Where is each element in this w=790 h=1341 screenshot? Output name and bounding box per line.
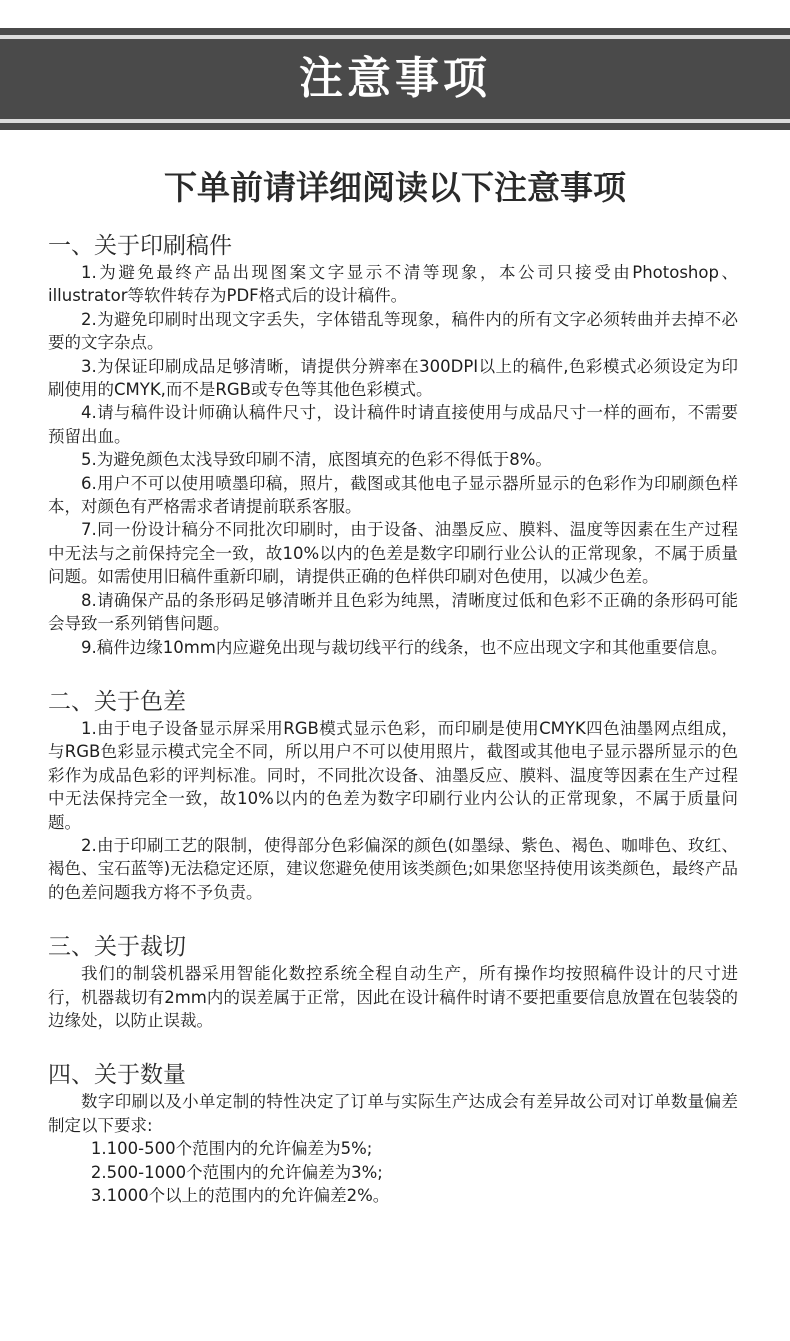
header-banner xyxy=(0,28,790,130)
section-paragraph: 4.请与稿件设计师确认稿件尺寸，设计稿件时请直接使用与成品尺寸一样的画布，不需要预留出血。 xyxy=(48,403,738,446)
section-color-difference xyxy=(48,688,738,904)
section-paragraph: 8.请确保产品的条形码足够清晰并且色彩为纯黑，清晰度过低和色彩不正确的条形码可能会导致一系列销售问题。 xyxy=(48,590,738,634)
section-paragraph: 1.为避免最终产品出现图案文字显示不清等现象，本公司只接受由Photoshop、 illustrator等软件转存为PDF格式后的设计稿件。 xyxy=(48,263,738,306)
section-paragraph: 2.为避免印刷时出现文字丢失，字体错乱等现象，稿件内的所有文字必须转曲并去掉不必要的文字杂点。 xyxy=(48,309,738,353)
notice-content xyxy=(48,232,738,1207)
page-subtitle: 下单前请详细阅读以下注意事项 xyxy=(164,168,626,207)
section-paragraph: 5.为避免颜色太浅导致印刷不清，底图填充的色彩不得低于8%。 xyxy=(81,450,552,470)
list-item: 2.500-1000个范围内的允许偏差为3%; xyxy=(90,1162,383,1182)
banner-title: 注意事项 xyxy=(299,53,491,104)
section-paragraph: 数字印刷以及小单定制的特性决定了订单与实际生产达成会有差异故公司对订单数量偏差制定以下要求: xyxy=(48,1092,738,1135)
section-paragraph: 3.为保证印刷成品足够清晰，请提供分辨率在300DPI以上的稿件,色彩模式必须设定为印刷使用的CMYK,而不是RGB或专色等其他色彩模式。 xyxy=(48,356,738,400)
list-item: 1.100-500个范围内的允许偏差为5%; xyxy=(90,1139,373,1159)
section-paragraph: 7.同一份设计稿分不同批次印刷时，由于设备、油墨反应、膜料、温度等因素在生产过程中无法与之前保持完全一致，故10%以内的色差是数字印刷行业公认的正常现象，不属于质量问题。如需使用旧稿件重新印刷，请提供正确的色样供印刷对色使用，以减少色差。 xyxy=(48,520,738,587)
banner-bottom-rule xyxy=(0,119,790,123)
section-heading: 四、关于数量 xyxy=(48,1062,186,1089)
section-paragraph: 我们的制袋机器采用智能化数控系统全程自动生产，所有操作均按照稿件设计的尺寸进行，机器裁切有2mm内的误差属于正常，因此在设计稿件时请不要把重要信息放置在包装袋的边缘处，以防止误裁。 xyxy=(48,964,738,1030)
section-cutting xyxy=(48,933,738,1032)
section-heading: 一、关于印刷稿件 xyxy=(48,233,232,259)
list-item: 3.1000个以上的范围内的允许偏差2%。 xyxy=(90,1186,390,1205)
section-paragraph: 6.用户不可以使用喷墨印稿，照片，截图或其他电子显示器所显示的色彩作为印刷颜色样本，对颜色有严格需求者请提前联系客服。 xyxy=(48,473,738,517)
section-paragraph: 1.由于电子设备显示屏采用RGB模式显示色彩，而印刷是使用CMYK四色油墨网点组成，与RGB色彩显示模式完全不同，所以用户不可以使用照片，截图或其他电子显示器所显示的色彩作为成品色彩的评判标准。同时，不同批次设备、油墨反应、膜料、温度等因素在生产过程中无法保持完全一致，故10%以内的色差为数字印刷行业内公认的正常现象，不属于质量问题。 xyxy=(48,718,738,832)
section-paragraph: 9.稿件边缘10mm内应避免出现与裁切线平行的线条，也不应出现文字和其他重要信息。 xyxy=(81,637,728,657)
section-heading: 二、关于色差 xyxy=(48,688,186,715)
section-paragraph: 2.由于印刷工艺的限制，使得部分色彩偏深的颜色(如墨绿、紫色、褐色、咖啡色、玫红、褐色、宝石蓝等)无法稳定还原，建议您避免使用该类颜色;如果您坚持使用该类颜色，最终产品的色差问题我方将不予负责。 xyxy=(48,835,738,902)
section-heading: 三、关于裁切 xyxy=(48,934,186,961)
section-quantity xyxy=(48,1061,738,1207)
section-print-files xyxy=(48,232,738,659)
